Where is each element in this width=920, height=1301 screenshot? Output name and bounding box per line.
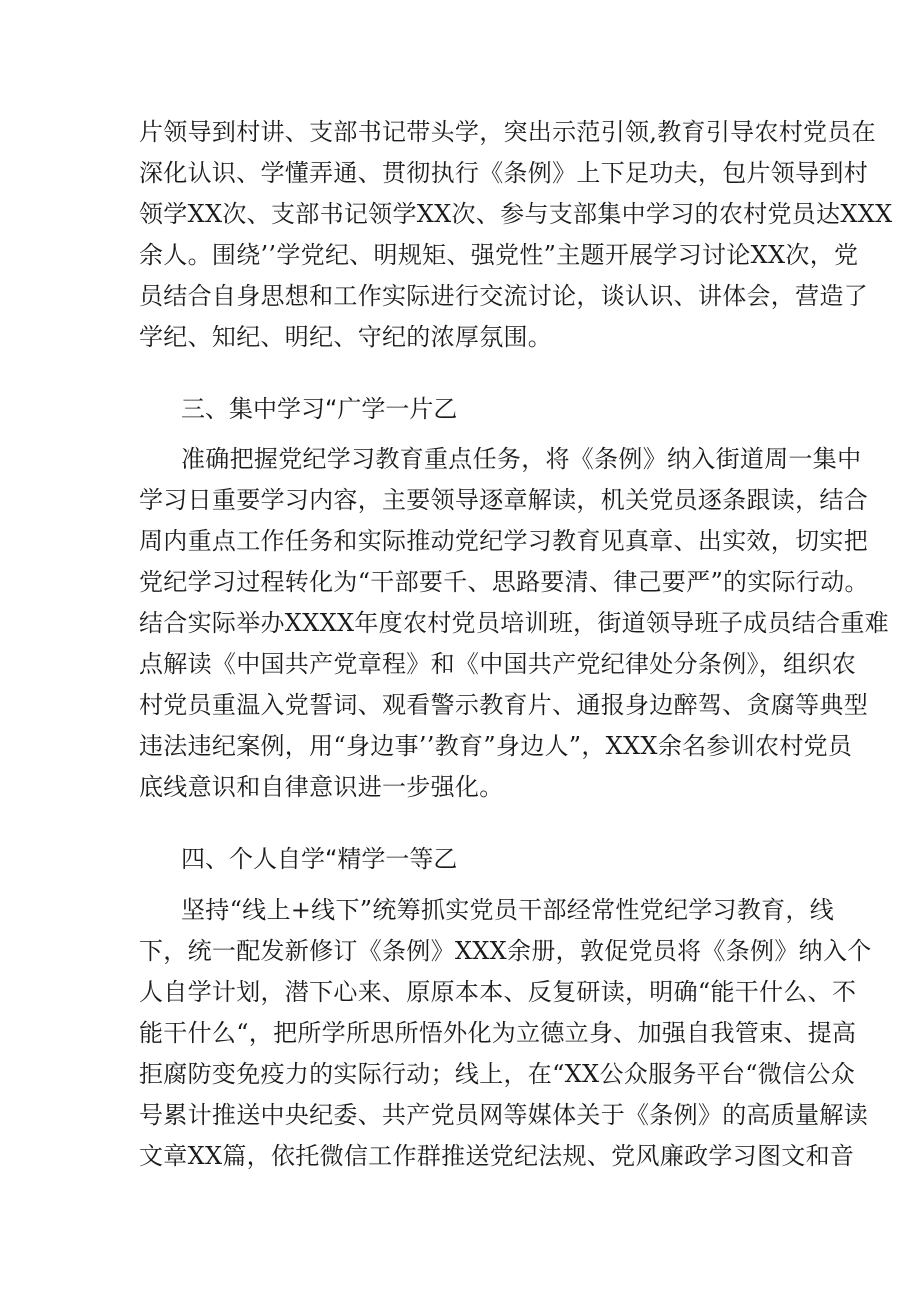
paragraph-2-line-6: 点解读《中国共产党章程》和《中国共产党纪律处分条例》，组织农 (139, 650, 856, 678)
paragraph-3-line-2: 下，统一配发新修订《条例》XXX余册，敦促党员将《条例》纳入个 (139, 937, 872, 965)
paragraph-3-line-7: 文章XX篇，依托微信工作群推送党纪法规、党风廉政学习图文和音 (139, 1142, 855, 1170)
paragraph-2-line-7: 村党员重温入党誓词、观看警示教育片、通报身边醉驾、贪腐等典型 (139, 691, 868, 719)
paragraph-1-line-5: 员结合自身思想和工作实际进行交流讨论，谈认识、讲体会，营造了 (139, 282, 868, 310)
paragraph-3-line-4: 能干什么“，把所学所思所悟外化为立德立身、加强自我管束、提高 (139, 1019, 857, 1047)
paragraph-2-line-4: 党纪学习过程转化为“干部要千、思路要清、律己要严”的实际行动。 (139, 568, 869, 596)
paragraph-3-line-6: 号累计推送中央纪委、共产党员网等媒体关于《条例》的高质量解读 (139, 1101, 868, 1129)
paragraph-1-line-3: 领学XX次、支部书记领学XX次、参与支部集中学习的农村党员达XXX (139, 200, 893, 228)
paragraph-2-line-2: 学习日重要学习内容，主要领导逐章解读，机关党员逐条跟读，结合 (139, 486, 868, 514)
section-heading-4: 四、个人自学“精学一等乙 (181, 845, 458, 873)
paragraph-2-line-9: 底线意识和自律意识进一步强化。 (139, 773, 504, 801)
paragraph-3-line-1: 坚持“线上+线下”统筹抓实党员干部经常性党纪学习教育，线 (181, 896, 835, 924)
paragraph-1-line-1: 片领导到村讲、支部书记带头学，突出示范引领,教育引导农村党员在 (139, 118, 876, 146)
paragraph-3-line-3: 人自学计划，潜下心来、原原本本、反复研读，明确“能干什么、不 (139, 978, 857, 1006)
paragraph-1-line-2: 深化认识、学懂弄通、贯彻执行《条例》上下足功夫，包片领导到村 (139, 159, 868, 187)
paragraph-2-line-3: 周内重点工作任务和实际推动党纪学习教育见真章、出实效，切实把 (139, 527, 868, 555)
paragraph-2-line-1: 准确把握党纪学习教育重点任务，将《条例》纳入街道周一集中 (181, 445, 862, 473)
paragraph-1-line-4: 余人。围绕’’学党纪、明规矩、强党性”主题开展学习讨论XX次，党 (139, 241, 859, 269)
paragraph-3-line-5: 拒腐防变免疫力的实际行动；线上，在“XX公众服务平台“微信公众 (139, 1060, 856, 1088)
paragraph-2-line-5: 结合实际举办XXXX年度农村党员培训班，街道领导班子成员结合重难 (139, 609, 889, 637)
paragraph-2-line-8: 违法违纪案例，用“身边事’’教育”身边人”，XXX余名参训农村党员 (139, 732, 853, 760)
section-heading-3: 三、集中学习“广学一片乙 (181, 395, 458, 423)
paragraph-1-line-6: 学纪、知纪、明纪、守纪的浓厚氛围。 (139, 323, 553, 351)
